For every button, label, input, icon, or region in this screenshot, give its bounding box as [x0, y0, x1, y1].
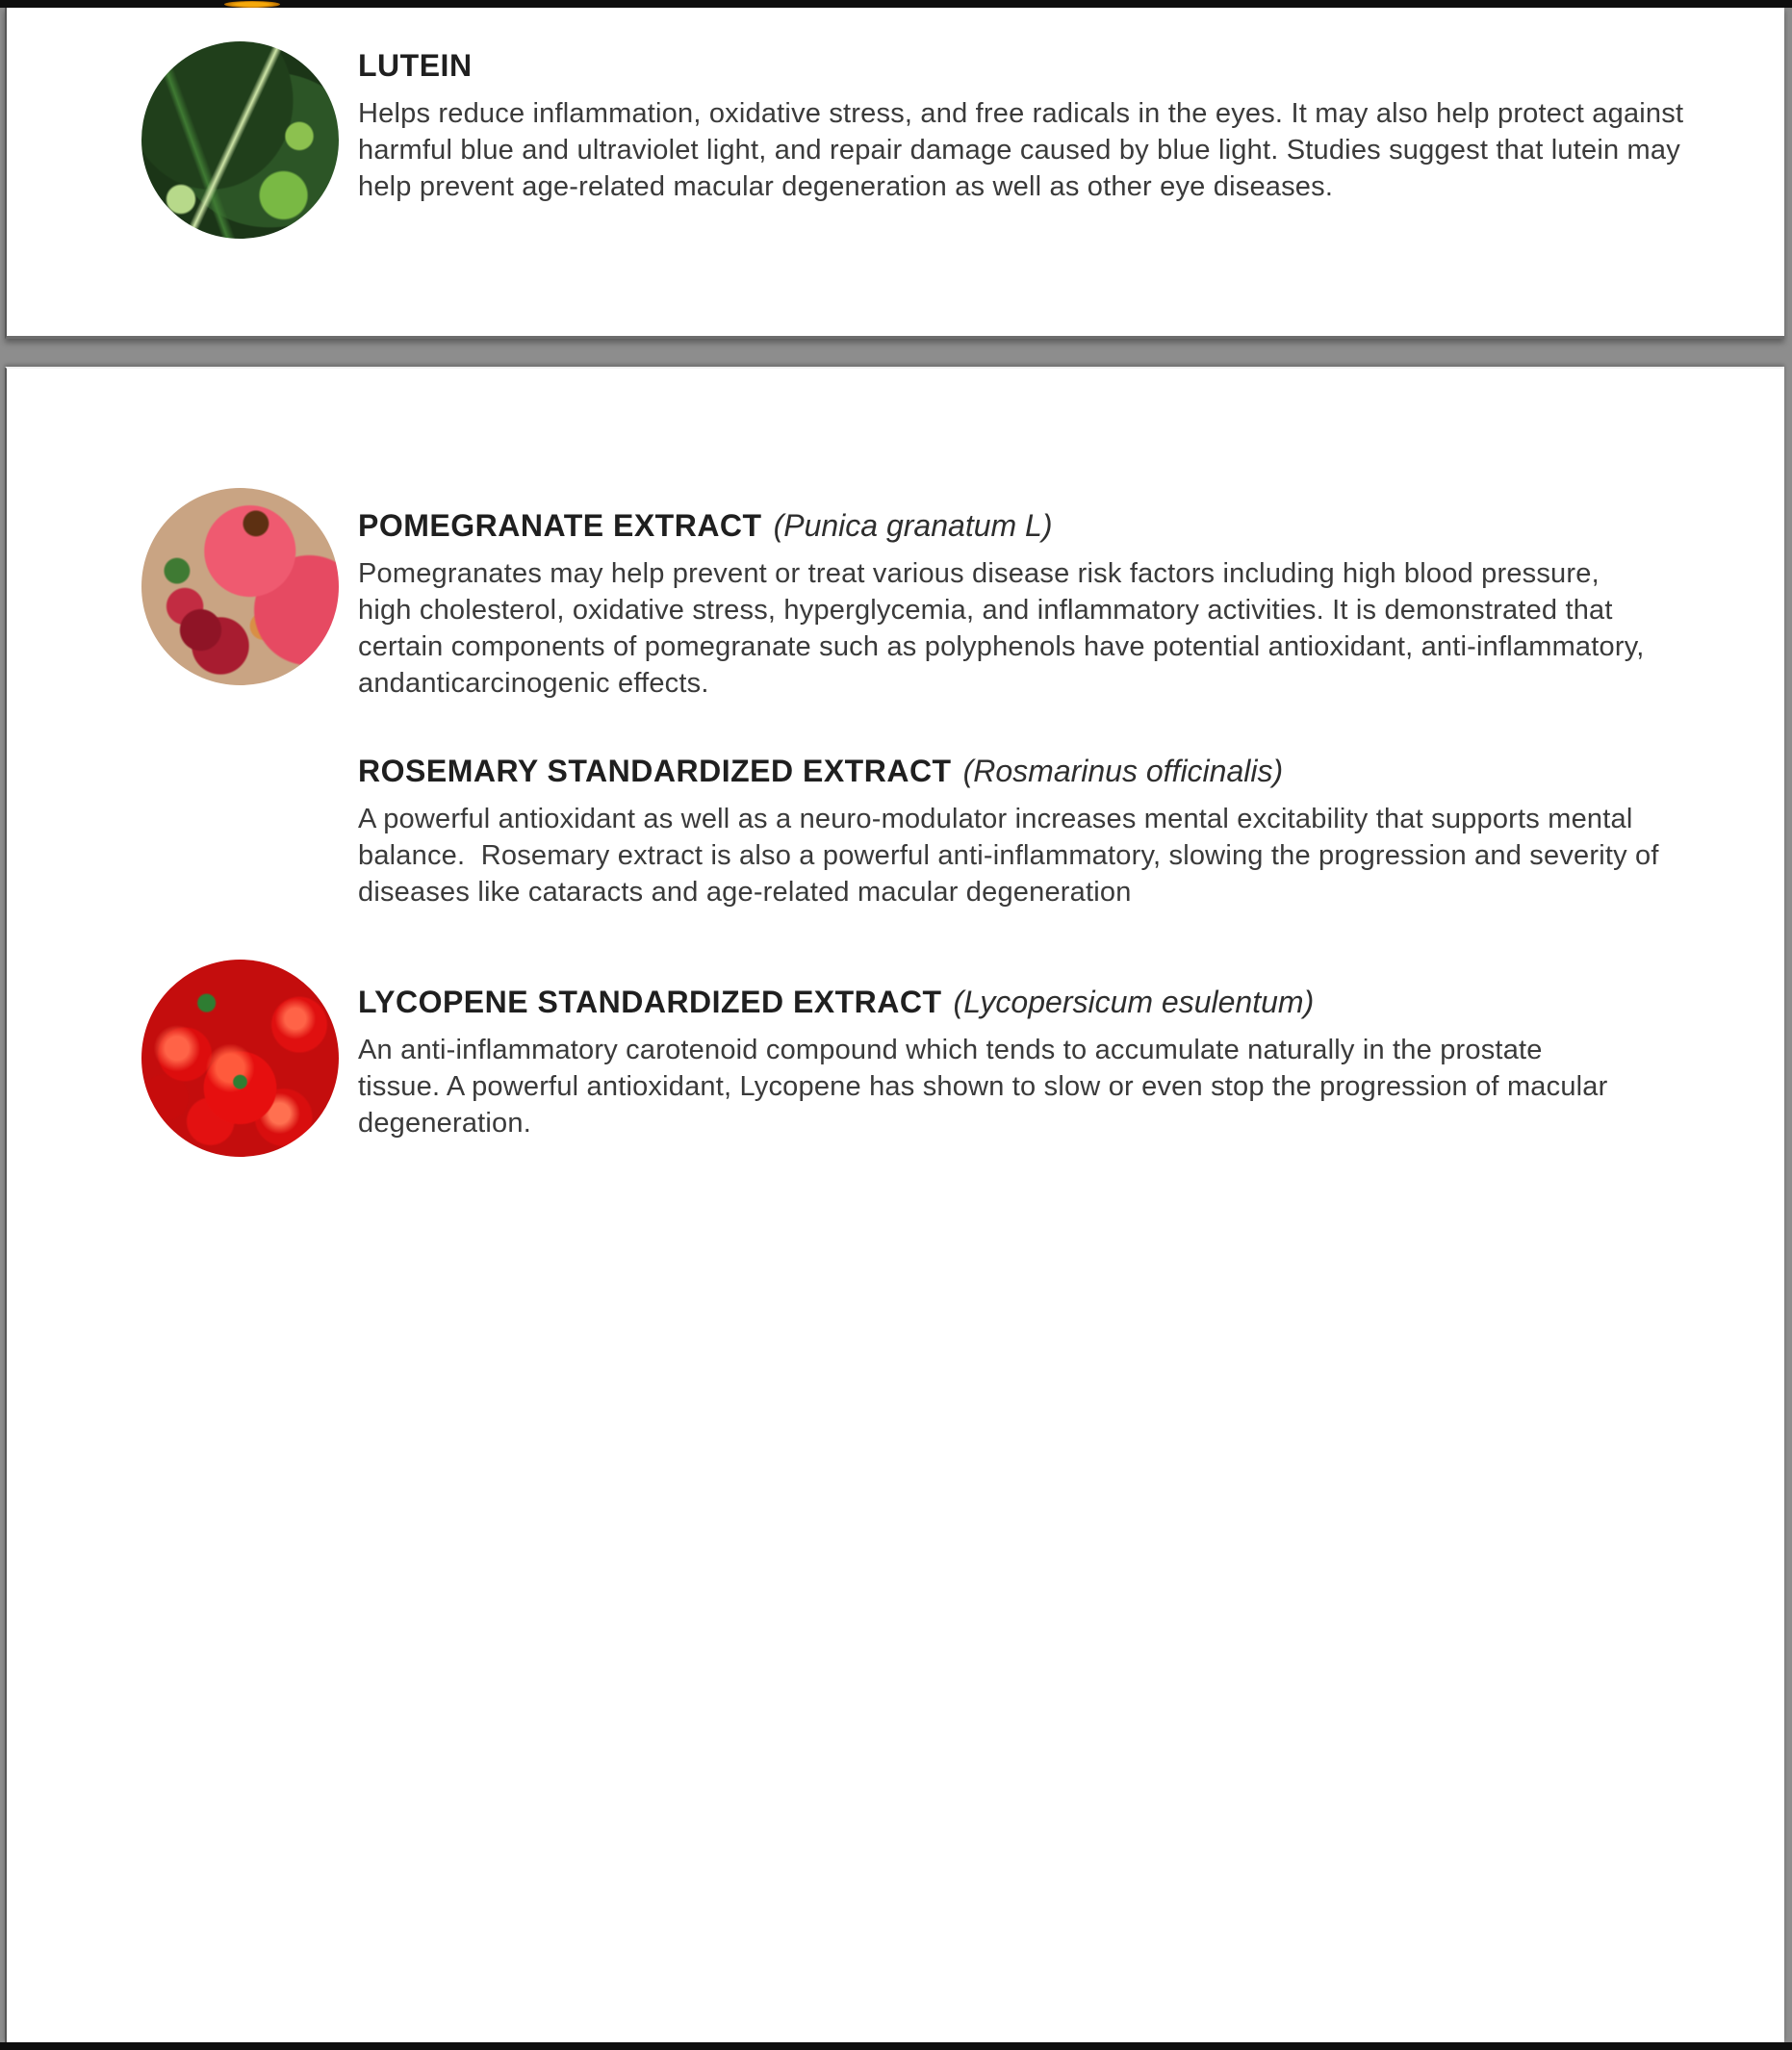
paragraph-line: help prevent age-related macular degeneration as well as other eye diseases. — [358, 171, 1334, 202]
rosemary-paragraph — [358, 801, 1773, 910]
paragraph-line: andanticarcinogenic effects. — [358, 668, 709, 699]
rosemary-heading-text: ROSEMARY STANDARDIZED EXTRACT — [358, 754, 952, 788]
paragraph-line: An anti-inflammatory carotenoid compound which tends to accumulate naturally in the prostate — [358, 1035, 1543, 1065]
lycopene-heading-text: LYCOPENE STANDARDIZED EXTRACT — [358, 985, 942, 1019]
pomegranate-paragraph — [358, 555, 1773, 702]
paragraph-line: A powerful antioxidant as well as a neuro-modulator increases mental excitability that supports mental — [358, 804, 1633, 834]
previous-page-image-sliver — [224, 1, 280, 8]
paragraph-line: tissue. A powerful antioxidant, Lycopene has shown to slow or even stop the progression of macular — [358, 1071, 1608, 1102]
paragraph-line: high cholesterol, oxidative stress, hyperglycemia, and inflammatory activities. It is demonstrated that — [358, 595, 1613, 626]
rosemary-heading — [358, 751, 1773, 791]
lycopene-latin-name: (Lycopersicum esulentum) — [953, 985, 1315, 1019]
rosemary-photo — [141, 722, 339, 919]
lycopene-paragraph — [358, 1032, 1773, 1141]
paragraph-line: degeneration. — [358, 1108, 531, 1139]
rosemary-latin-name: (Rosmarinus officinalis) — [962, 754, 1284, 788]
top-edge-bar — [0, 0, 1792, 8]
paragraph-line: Helps reduce inflammation, oxidative stress, and free radicals in the eyes. It may also help protect against — [358, 98, 1684, 129]
lutein-heading-text: LUTEIN — [358, 48, 473, 83]
document-page-2 — [5, 367, 1784, 2042]
lycopene-textblock — [358, 982, 1773, 1141]
paragraph-line: certain components of pomegranate such as polyphenols have potential antioxidant, anti-inflammatory, — [358, 631, 1645, 662]
pomegranate-heading-text: POMEGRANATE EXTRACT — [358, 508, 762, 543]
lutein-textblock — [358, 45, 1773, 205]
kale-photo — [141, 41, 339, 239]
pomegranate-textblock — [358, 505, 1773, 702]
pomegranate-heading — [358, 505, 1773, 546]
paragraph-line: diseases like cataracts and age-related macular degeneration — [358, 877, 1132, 908]
rosemary-textblock — [358, 751, 1773, 910]
bottom-edge-bar — [0, 2042, 1792, 2050]
document-page-1 — [5, 7, 1784, 339]
tomato-photo — [141, 960, 339, 1157]
lutein-paragraph — [358, 95, 1773, 205]
lycopene-heading — [358, 982, 1773, 1022]
pomegranate-photo — [141, 488, 339, 685]
lutein-heading — [358, 45, 1773, 86]
paragraph-line: harmful blue and ultraviolet light, and repair damage caused by blue light. Studies suggest that lutein may — [358, 135, 1680, 166]
paragraph-line: Pomegranates may help prevent or treat various disease risk factors including high blood pressure, — [358, 558, 1600, 589]
paragraph-line: balance. Rosemary extract is also a powerful anti-inflammatory, slowing the progression and severity of — [358, 840, 1659, 871]
pomegranate-latin-name: (Punica granatum L) — [773, 508, 1053, 543]
